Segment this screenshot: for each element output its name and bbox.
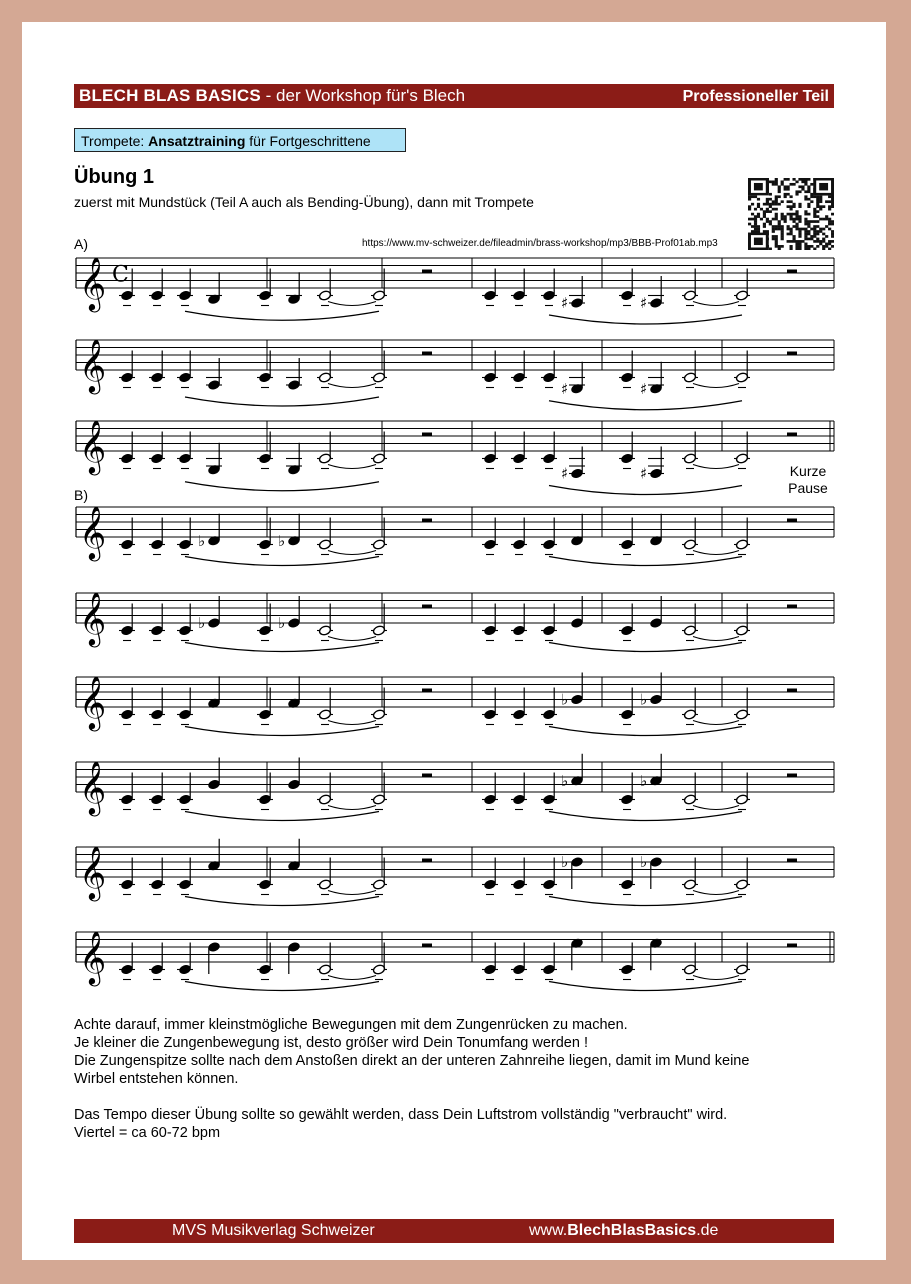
footer-website-bold: BlechBlasBasics [567,1222,697,1239]
flat-sign: ♭ [278,531,286,550]
half-rest [787,605,797,609]
tie [693,465,739,469]
instruction-line: Die Zungenspitze sollte nach dem Anstoßen direkt an der unteren Zahnreihe liegen, damit im Mund keine [74,1053,750,1069]
half-rest [787,270,797,274]
treble-clef: 𝄞 [79,338,107,392]
flat-sign: ♭ [561,853,569,871]
half-rest [422,944,432,948]
tie [328,551,376,555]
flat-sign: ♭ [640,771,648,790]
tie [328,465,376,469]
flat-sign: ♭ [278,614,286,632]
slur [549,727,742,736]
slur [185,643,379,652]
tie [328,806,376,810]
sharp-sign: ♯ [561,464,569,483]
treble-clef: 𝄞 [79,505,107,559]
instruction-line: Wirbel entstehen können. [74,1071,239,1087]
tie [693,721,739,725]
instruction-line: Achte darauf, immer kleinstmögliche Bewegungen mit dem Zungenrücken zu machen. [74,1017,628,1033]
instruction-line: Das Tempo dieser Übung sollte so gewählt werden, dass Dein Luftstrom vollständig "verbraucht" wird. [74,1107,728,1123]
treble-clef: 𝄞 [79,930,107,984]
tie [328,384,376,388]
half-rest [422,352,432,356]
flat-sign: ♭ [198,531,206,550]
half-rest [787,433,797,437]
half-rest [422,519,432,523]
sharp-sign: ♯ [640,379,648,398]
slur [185,727,379,736]
half-rest [787,774,797,778]
half-rest [422,605,432,609]
slur [549,643,742,652]
tie [328,976,376,980]
half-rest [787,944,797,948]
sharp-sign: ♯ [640,294,648,312]
tie [328,302,376,306]
tie [328,721,376,725]
treble-clef: 𝄞 [79,419,107,473]
slur [549,486,742,495]
sharp-sign: ♯ [561,294,569,312]
half-rest [422,774,432,778]
slur [185,897,379,906]
slur [549,315,742,324]
half-rest [787,519,797,523]
tie [693,891,739,895]
treble-clef: 𝄞 [79,675,107,729]
subtitle-bold: Ansatztraining [148,133,246,149]
sharp-sign: ♯ [640,464,648,483]
audio-url[interactable]: https://www.mv-schweizer.de/fileadmin/brass-workshop/mp3/BBB-Prof01ab.mp3 [362,238,718,249]
half-rest [787,352,797,356]
flat-sign: ♭ [640,690,648,709]
tie [693,302,739,306]
half-rest [422,433,432,437]
treble-clef: 𝄞 [79,591,107,645]
slur [549,812,742,821]
tempo-line: Viertel = ca 60-72 bpm [74,1125,221,1141]
slur [185,812,379,821]
half-rest [422,689,432,693]
footer-bar [74,1219,834,1243]
flat-sign: ♭ [561,771,569,790]
flat-sign: ♭ [640,853,648,871]
part-a-label: A) [74,236,88,252]
slur [185,982,379,991]
slur [185,557,379,566]
page [22,22,886,1260]
slur [549,557,742,566]
exercise-title: Übung 1 [74,166,154,188]
half-rest [422,270,432,274]
sharp-sign: ♯ [561,379,569,398]
tie [693,806,739,810]
tie [693,551,739,555]
footer-website-suffix: .de [696,1222,719,1239]
half-rest [787,859,797,863]
instructions [74,1016,834,1142]
part-b-label: B) [74,487,88,503]
tie [693,384,739,388]
footer-website[interactable] [529,1222,718,1240]
instruction-line: Je kleiner die Zungenbewegung ist, desto größer wird Dein Tonumfang werden ! [74,1035,588,1051]
flat-sign: ♭ [561,690,569,709]
pause-note-line2: Pause [788,480,828,496]
slur [549,897,742,906]
footer-website-prefix: www. [529,1222,568,1239]
footer-publisher: MVS Musikverlag Schweizer [172,1222,375,1239]
treble-clef: 𝄞 [79,256,107,310]
subtitle-suffix: für Fortgeschrittene [245,133,371,149]
tie [693,976,739,980]
slur [549,401,742,410]
header-title-bold: BLECH BLAS BASICS [79,86,261,105]
pause-note-line1: Kurze [789,463,827,479]
subtitle-prefix: Trompete: [81,133,149,149]
half-rest [787,689,797,693]
tie [328,891,376,895]
flat-sign: ♭ [198,614,206,632]
time-signature: C [112,262,129,288]
slur [185,482,379,491]
slur [549,982,742,991]
tie [693,637,739,641]
half-rest [422,859,432,863]
header-section: Professioneller Teil [682,88,829,105]
tie [328,637,376,641]
treble-clef: 𝄞 [79,760,107,814]
treble-clef: 𝄞 [79,845,107,899]
exercise-description: zuerst mit Mundstück (Teil A auch als Bending-Übung), dann mit Trompete [74,194,534,210]
slur [185,311,379,320]
slur [185,397,379,406]
header-title-rest: - der Workshop für's Blech [260,86,466,105]
sheet-music [22,22,886,1022]
